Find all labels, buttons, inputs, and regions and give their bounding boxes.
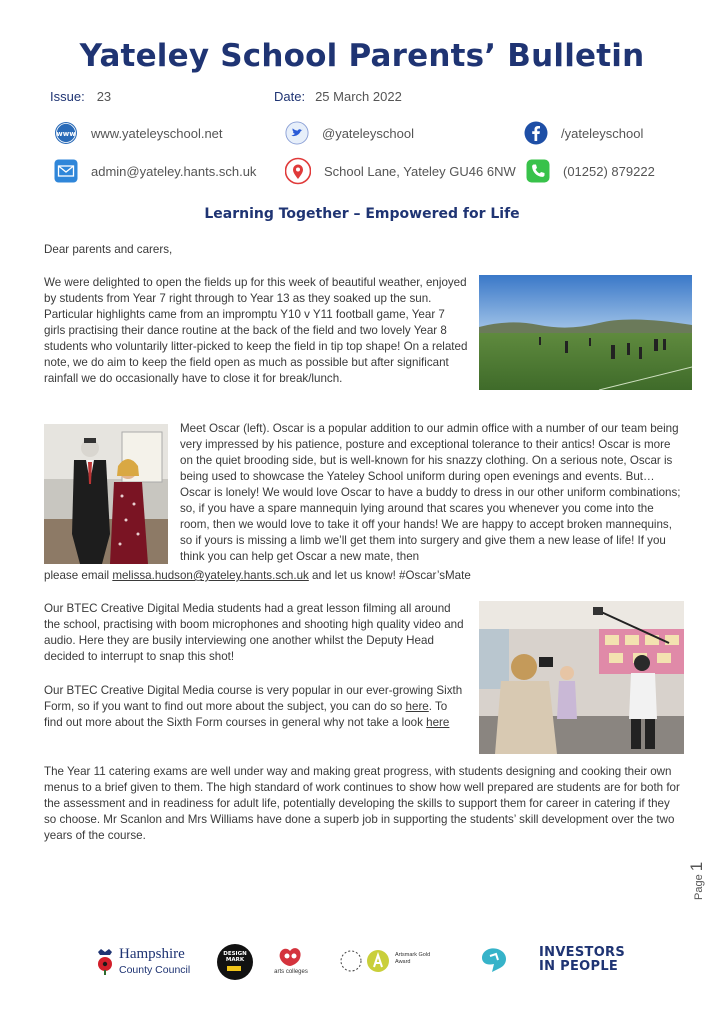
location-pin-icon — [285, 157, 311, 185]
artsmark-text: Artsmark Gold Award — [395, 952, 431, 965]
website-contact[interactable] — [54, 121, 223, 145]
facebook-page[interactable]: /yateleyschool — [561, 125, 644, 141]
date-label: Date: — [274, 89, 306, 104]
email-contact[interactable] — [54, 159, 256, 183]
sixth-form-courses-link[interactable]: here — [426, 716, 450, 729]
btec-paragraph-1: Our BTEC Creative Digital Media students had a great lesson filming all around the school, practising with boom microphones and shooting high quality video and audio. Here they are busily interviewing one another whilst the Deputy Head decided to interrupt to snap this shot! — [44, 602, 464, 663]
facebook-icon — [524, 121, 548, 145]
hampshire-county-council-logo — [95, 946, 200, 980]
school-field-photo — [479, 275, 692, 390]
address-contact — [285, 157, 516, 185]
phone-contact[interactable] — [526, 159, 655, 183]
btec-paragraph-2-before: Our BTEC Creative Digital Media course is very popular in our ever-growing Sixth Form, so if you want to find out more about the subject, you can do so — [44, 684, 463, 713]
btec-paragraph-2 — [44, 683, 469, 731]
page-label: Page — [693, 874, 705, 900]
twitter-icon — [285, 121, 309, 145]
phone-number[interactable]: (01252) 879222 — [563, 163, 655, 179]
date-line — [274, 89, 402, 104]
design-mark-text: DESIGN MARK — [223, 951, 247, 963]
oscar-tail-before: please email — [44, 569, 113, 582]
greeting: Dear parents and carers, — [44, 243, 173, 256]
btec-course-link[interactable]: here — [405, 700, 429, 713]
twitter-handle[interactable]: @yateleyschool — [322, 125, 414, 141]
arts-colleges-text: arts colleges — [274, 969, 308, 975]
oscar-paragraph: Meet Oscar (left). Oscar is a popular addition to our admin office with a number of our team being very impressed by his patience, posture and exceptional tolerance to their antics! Oscar is more on the quiet brooding side, but is well-known for his snazzy clothing. On a serious note, Oscar is being used to showcase the Yateley School uniform during open evenings and events. But… Oscar is lonely! We would love Oscar to have a buddy to dress in our other uniform combinations; so, if you have a spare mannequin lying around that scares you whenever you come into the room, then we would love to take it off your hands! We are happy to accept broken mannequins, so if yours is missing a limb we’ll get them into surgery and give them a new lease of life! If you think you can help get Oscar a new mate, then — [180, 422, 681, 563]
svg-text:www: www — [56, 130, 76, 138]
hampshire-line-2: County Council — [119, 964, 191, 976]
oscar-email-link[interactable]: melissa.hudson@yateley.hants.sch.uk — [112, 569, 309, 582]
design-mark-logo — [217, 944, 253, 980]
investors-line-2: IN PEOPLE — [539, 959, 619, 974]
school-address: School Lane, Yateley GU46 6NW — [324, 163, 516, 179]
investors-in-people-logo — [539, 946, 639, 978]
issue-line — [50, 89, 111, 104]
website-link[interactable]: www.yateleyschool.net — [91, 125, 223, 141]
email-address[interactable]: admin@yateley.hants.sch.uk — [91, 163, 257, 179]
inclusion-award-logo — [478, 944, 512, 982]
oscar-mannequin-photo — [44, 424, 168, 564]
globe-icon — [54, 121, 78, 145]
oscar-paragraph-tail — [44, 568, 684, 584]
mail-icon — [54, 159, 78, 183]
issue-value: 23 — [96, 89, 112, 104]
catering-paragraph: The Year 11 catering exams are well under way and making great progress, with students designing and cooking their own menus to a brief given to them. The high standard of work continues to show how well prepared are students are for both for the assessment and in readiness for adult life, potentially developing the skills to support them for career in catering if they so choose. Mr Scanlon and Mrs Williams have done a superb job in supporting the students’ skill development over the two years of the course. — [44, 765, 680, 842]
hampshire-line-1: Hampshire — [119, 946, 185, 962]
oscar-tail-after: and let us know! #Oscar’sMate — [308, 569, 471, 582]
phone-icon — [526, 159, 550, 183]
artsmark-gold-logo — [340, 946, 440, 978]
page-number-value: 1 — [687, 861, 706, 872]
footer-logos — [0, 940, 724, 990]
page-number — [687, 860, 707, 900]
arts-colleges-logo — [276, 944, 306, 982]
bulletin-title: Yateley School Parents’ Bulletin — [79, 38, 645, 74]
investors-line-1: INVESTORS — [539, 945, 626, 960]
fields-paragraph: We were delighted to open the fields up for this week of beautiful weather, enjoyed by students from Year 7 right through to Year 13 as they soaked up the sun. Particular highlights came from an impromptu Y10 v Y11 football game, Year 7 girls practising their dance routine at the back of the field and two lovely Year 8 students who voluntarily litter-picked to keep the field in tip top shape! On a related note, we do aim to keep the field open as much as possible but after significant rainfall we do occasionally have to close it for break/lunch. — [44, 276, 468, 385]
facebook-contact[interactable] — [524, 121, 643, 145]
twitter-contact[interactable] — [285, 121, 414, 145]
bulletin-subtitle: Learning Together – Empowered for Life — [204, 206, 520, 222]
btec-filming-photo — [479, 601, 684, 754]
issue-label: Issue: — [50, 89, 85, 104]
btec-paragraph-2-middle: . To find out more about the Sixth Form courses in general why not take a look — [44, 700, 448, 729]
date-value: 25 March 2022 — [315, 89, 402, 104]
